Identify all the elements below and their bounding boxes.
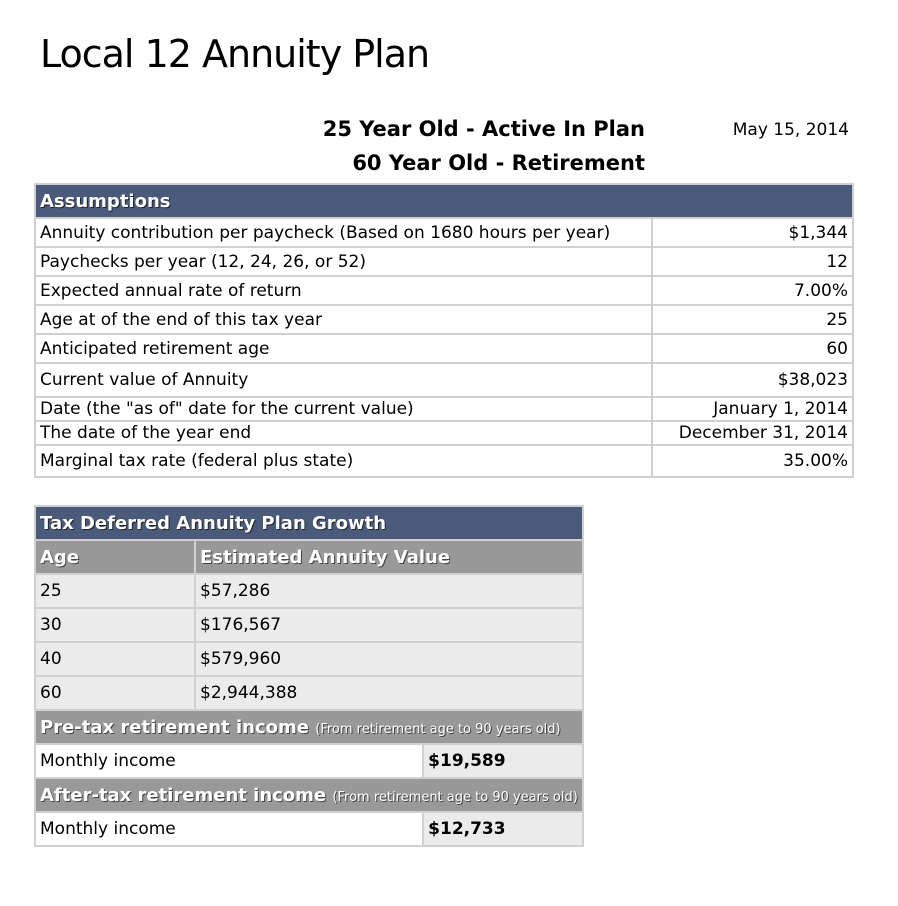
page-title: Local 12 Annuity Plan xyxy=(40,32,430,76)
assumption-label: Paychecks per year (12, 24, 26, or 52) xyxy=(35,247,652,276)
pretax-monthly-value: $19,589 xyxy=(423,744,583,778)
assumptions-table xyxy=(34,183,854,478)
aftertax-monthly-value: $12,733 xyxy=(423,812,583,846)
table-row xyxy=(35,397,853,421)
subtitle-line-1: 25 Year Old - Active In Plan xyxy=(322,117,645,141)
pretax-income-note: (From retirement age to 90 years old) xyxy=(315,721,561,737)
pretax-monthly-label: Monthly income xyxy=(35,744,423,778)
pretax-income-header xyxy=(35,710,583,744)
table-row xyxy=(35,642,583,676)
subtitle-line-2: 60 Year Old - Retirement xyxy=(352,151,645,175)
table-row xyxy=(35,276,853,305)
aftertax-income-header xyxy=(35,778,583,812)
assumption-label: Age at of the end of this tax year xyxy=(35,305,652,334)
table-row xyxy=(35,608,583,642)
growth-age: 40 xyxy=(35,642,195,676)
assumption-label: The date of the year end xyxy=(35,421,652,445)
table-row xyxy=(35,334,853,363)
table-row xyxy=(35,744,583,778)
assumption-label: Annuity contribution per paycheck (Based on 1680 hours per year) xyxy=(35,218,652,247)
assumption-value: December 31, 2014 xyxy=(652,421,853,445)
table-row xyxy=(35,676,583,710)
report-date: May 15, 2014 xyxy=(732,120,849,140)
table-row xyxy=(35,812,583,846)
aftertax-income-note: (From retirement age to 90 years old) xyxy=(332,789,578,805)
assumption-value: 60 xyxy=(652,334,853,363)
table-row xyxy=(35,445,853,477)
assumption-value: 7.00% xyxy=(652,276,853,305)
assumption-value: January 1, 2014 xyxy=(652,397,853,421)
growth-value: $579,960 xyxy=(195,642,583,676)
aftertax-monthly-label: Monthly income xyxy=(35,812,423,846)
age-column-header: Age xyxy=(35,540,195,574)
assumption-value: 25 xyxy=(652,305,853,334)
pretax-income-title: Pre-tax retirement income xyxy=(40,716,309,738)
assumption-label: Current value of Annuity xyxy=(35,363,652,397)
growth-age: 60 xyxy=(35,676,195,710)
growth-table xyxy=(34,505,584,847)
growth-value: $2,944,388 xyxy=(195,676,583,710)
growth-value: $57,286 xyxy=(195,574,583,608)
assumption-value: 35.00% xyxy=(652,445,853,477)
assumption-value: $38,023 xyxy=(652,363,853,397)
table-row xyxy=(35,247,853,276)
value-column-header: Estimated Annuity Value xyxy=(195,540,583,574)
table-row xyxy=(35,421,853,445)
growth-age: 30 xyxy=(35,608,195,642)
assumption-label: Marginal tax rate (federal plus state) xyxy=(35,445,652,477)
assumption-value: 12 xyxy=(652,247,853,276)
growth-age: 25 xyxy=(35,574,195,608)
assumption-label: Expected annual rate of return xyxy=(35,276,652,305)
assumption-label: Date (the "as of" date for the current value) xyxy=(35,397,652,421)
aftertax-income-title: After-tax retirement income xyxy=(40,784,327,806)
assumptions-header: Assumptions xyxy=(35,184,853,218)
growth-header: Tax Deferred Annuity Plan Growth xyxy=(35,506,583,540)
table-row xyxy=(35,363,853,397)
table-row xyxy=(35,305,853,334)
growth-value: $176,567 xyxy=(195,608,583,642)
assumption-value: $1,344 xyxy=(652,218,853,247)
table-row xyxy=(35,574,583,608)
assumption-label: Anticipated retirement age xyxy=(35,334,652,363)
table-row xyxy=(35,218,853,247)
